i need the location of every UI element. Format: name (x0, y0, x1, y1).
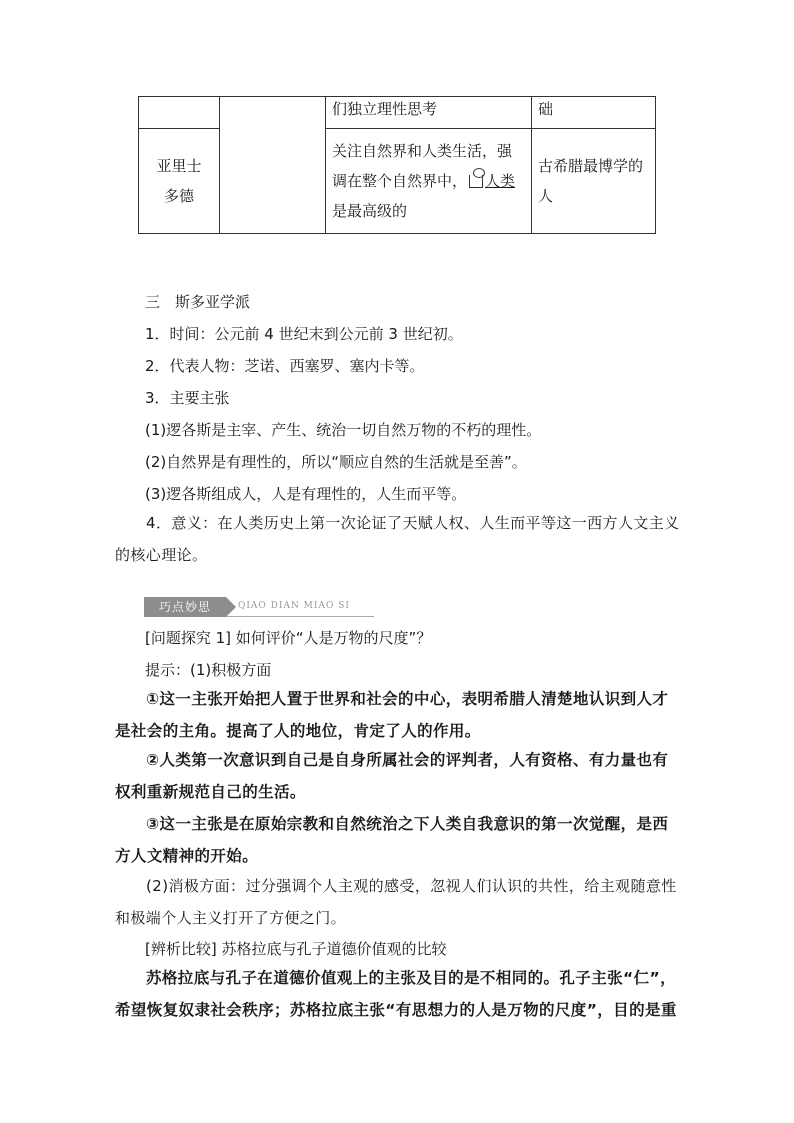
paragraph: ②人类第一次意识到自己是自身所属社会的评判者，人有资格、有力量也有权利重新规范自己的生活。 (115, 751, 669, 801)
tips-banner (144, 597, 374, 617)
banner-label: 巧点妙思 (144, 597, 226, 617)
table-cell (220, 97, 326, 234)
banner-pinyin: QIAO DIAN MIAO SI (238, 601, 350, 611)
philosopher-name: 亚里士多德 (156, 157, 202, 205)
hint-text: 提示：(1)积极方面 (145, 661, 272, 679)
idea-text-2: 是最高级的 (332, 202, 408, 220)
divider (226, 616, 374, 617)
table-cell: 们独立理性思考 (326, 97, 532, 129)
list-item: 1．时间：公元前 4 世纪末到公元前 3 世纪初。 (145, 325, 463, 343)
list-item: (3)逻各斯组成人，人是有理性的，人生而平等。 (145, 485, 467, 503)
list-item: 4．意义：在人类历史上第一次论证了天赋人权、人生而平等这一西方人文主义的核心理论。 (115, 514, 680, 564)
table-cell-name (139, 129, 220, 234)
paragraph: 苏格拉底与孔子在道德价值观上的主张及目的是不相同的。孔子主张“仁”，希望恢复奴隶社会秩序；苏格拉底主张“有思想力的人是万物的尺度”，目的是重 (115, 969, 677, 1019)
paragraph: (2)消极方面：过分强调个人主观的感受，忽视人们认识的共性，给主观随意性和极端个人主义打开了方便之门。 (115, 877, 677, 927)
inquiry-heading: [问题探究 1] 如何评价“人是万物的尺度”？ (145, 629, 432, 647)
list-item: (1)逻各斯是主宰、产生、统治一切自然万物的不朽的理性。 (145, 421, 542, 439)
table-row (139, 129, 656, 234)
idea-text-1: 关注自然界和人类生活，强调在整个自然界中， (332, 142, 513, 190)
section-heading: 三 斯多亚学派 (145, 293, 251, 311)
table-cell-note (532, 129, 656, 234)
table-cell: 础 (532, 97, 656, 129)
list-item: 2．代表人物：芝诺、西塞罗、塞内卡等。 (145, 357, 425, 375)
table-cell-idea (326, 129, 532, 234)
paragraph: ①这一主张开始把人置于世界和社会的中心，表明希腊人清楚地认识到人才是社会的主角。提高了人的地位，肯定了人的作用。 (115, 690, 669, 740)
table-cell (139, 97, 220, 129)
idea-text-underlined: 人类 (485, 172, 516, 190)
list-item: 3．主要主张 (145, 389, 230, 407)
comparison-heading: [辨析比较] 苏格拉底与孔子道德价值观的比较 (145, 940, 447, 958)
paragraph: ③这一主张是在原始宗教和自然统治之下人类自我意识的第一次觉醒，是西方人文精神的开始。 (115, 815, 669, 865)
annotation-mark-icon (467, 169, 485, 189)
table-row (139, 97, 656, 129)
philosophers-table (138, 96, 656, 234)
note-text: 古希腊最博学的人 (538, 157, 644, 205)
list-item: (2)自然界是有理性的，所以“顺应自然的生活就是至善”。 (145, 453, 527, 471)
